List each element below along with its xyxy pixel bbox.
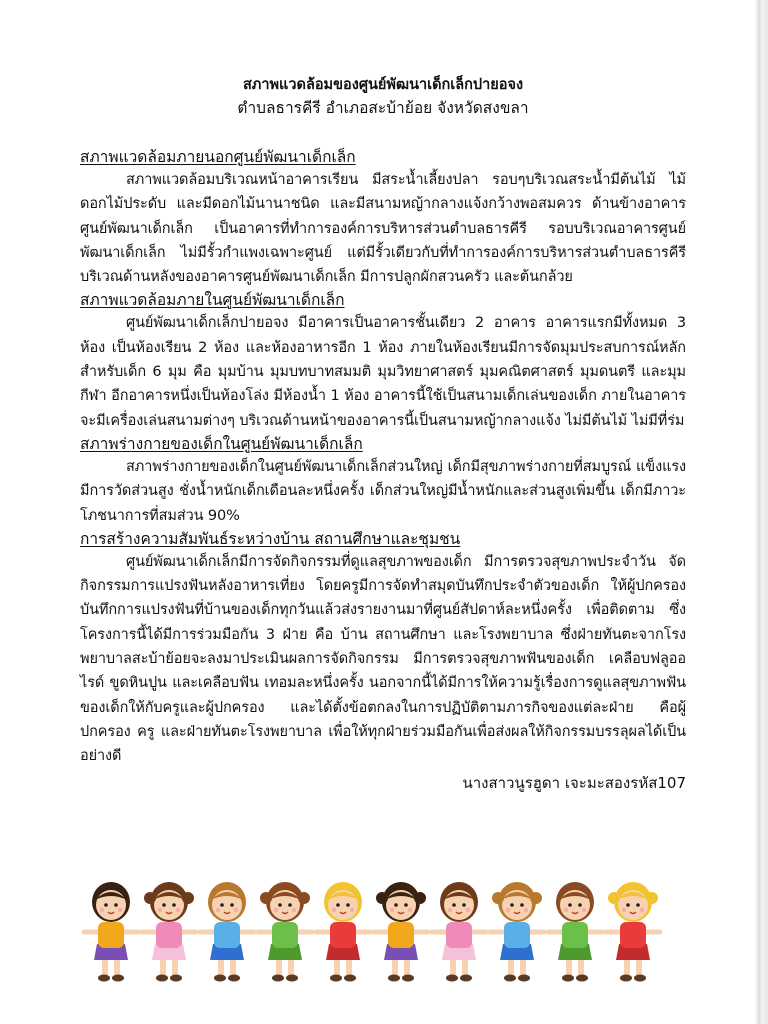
section-heading: สภาพร่างกายของเด็กในศูนย์พัฒนาเด็กเล็ก [80, 434, 363, 453]
document-title: สภาพแวดล้อมของศูนย์พัฒนาเด็กเล็กปายอจง [242, 77, 524, 93]
page-edge [758, 0, 768, 1024]
child-figure [374, 882, 428, 982]
section-heading: สภาพแวดล้อมภายในศูนย์พัฒนาเด็กเล็ก [80, 291, 345, 310]
section-inside-environment [80, 289, 686, 432]
section-heading: การสร้างความสัมพันธ์ระหว่างบ้าน สถานศึกษาและชุมชน [80, 529, 461, 548]
section-body: ศูนย์พัฒนาเด็กเล็กปายอจง มีอาคารเป็นอาคารชั้นเดียว 2 อาคาร อาคารแรกมีทั้งหมด 3 ห้อง เป็นห้องเรียน 2 ห้อง และห้องอาหารอีก 1 ห้อง ภายในห้องเรียนมีการจัดมุมประสบการณ์หลักสำหรับเด็ก 6 มุม คือ มุมบ้าน มุมบทบาทสมมติ มุมวิทยาศาสตร์ มุมคณิตศาสตร์ มุมดนตรี และมุมกีฬา อีกอาคารหนึ่งเป็นห้องโล่ง มีห้องน้ำ 1 ห้อง อาคารนี้ใช้เป็นสนามเด็กเล่นของเด็ก ภายในอาคารจะมีเครื่องเล่นสนามต่างๆ บริเวณด้านหน้าของอาคารนี้เป็นสนามหญ้ากลางแจ้ง ไม่มีต้นไม้ ไม่มีที่ร่ม [80, 315, 686, 429]
child-figure [142, 882, 196, 982]
child-figure [316, 882, 370, 982]
document [80, 74, 686, 795]
section-community-relations [80, 528, 686, 769]
child-figure [84, 882, 138, 982]
section-outside-environment [80, 146, 686, 289]
section-children-physical [80, 433, 686, 528]
children-holding-hands-icon [82, 874, 662, 986]
section-heading: สภาพแวดล้อมภายนอกศูนย์พัฒนาเด็กเล็ก [80, 148, 356, 166]
child-figure [606, 882, 660, 982]
child-figure [548, 882, 602, 982]
signature: นางสาวนูรฮูดา เจะมะสองรหัส107 [462, 773, 686, 792]
child-figure [490, 882, 544, 982]
section-body: สภาพร่างกายของเด็กในศูนย์พัฒนาเด็กเล็กส่วนใหญ่ เด็กมีสุขภาพร่างกายที่สมบูรณ์ แข็งแรง มีการวัดส่วนสูง ชั่งน้ำหนักเด็กเดือนละหนึ่งครั้ง เด็กส่วนใหญ่มีน้ำหนักและส่วนสูงเพิ่มขึ้น เด็กมีภาวะโภชนาการที่สมส่วน 90% [80, 458, 686, 524]
document-subtitle: ตำบลธารคีรี อำเภอสะบ้าย้อย จังหวัดสงขลา [237, 99, 529, 117]
child-figure [200, 882, 254, 982]
child-figure [432, 882, 486, 982]
child-figure [258, 882, 312, 982]
section-body: สภาพแวดล้อมบริเวณหน้าอาคารเรียน มีสระน้ำเลี้ยงปลา รอบๆบริเวณสระน้ำมีต้นไม้ ไม้ดอกไม้ประดับ และมีดอกไม้นานาชนิด และมีสนามหญ้ากลางแจ้งกว้างพอสมควร ด้านข้างอาคารศูนย์พัฒนาเด็กเล็ก เป็นอาคารที่ทำการองค์การบริหารส่วนตำบลธารคีรี รอบบริเวณอาคารศูนย์พัฒนาเด็กเล็ก ไม่มีรั้วกำแพงเฉพาะศูนย์ แต่มีรั้วเดียวกับที่ทำการองค์การบริหารส่วนตำบลธารคีรี บริเวณด้านหลังของอาคารศูนย์พัฒนาเด็กเล็ก มีการปลูกผักสวนครัว และต้นกล้วย [80, 172, 686, 286]
section-body: ศูนย์พัฒนาเด็กเล็กมีการจัดกิจกรรมที่ดูแลสุขภาพของเด็ก มีการตรวจสุขภาพประจำวัน จัดกิจกรรมการแปรงฟันหลังอาหารเที่ยง โดยครูมีการจัดทำสมุดบันทึกประจำตัวของเด็ก ให้ผู้ปกครองบันทึกการแปรงฟันที่บ้านของเด็กทุกวันแล้วส่งรายงานมาที่ศูนย์สัปดาห์ละหนึ่งครั้ง เพื่อติดตาม ซึ่งโครงการนี้ได้มีการร่วมมือกัน 3 ฝ่าย คือ บ้าน สถานศึกษา และโรงพยาบาล ซึ่งฝ่ายทันตะจากโรงพยาบาลสะบ้าย้อยจะลงมาประเมินผลการจัดกิจกรรม มีการตรวจสุขภาพฟันของเด็ก เคลือบฟลูออไรด์ ขูดหินปูน และเคลือบฟัน เทอมละหนึ่งครั้ง นอกจากนี้ได้มีการให้ความรู้เรื่องการดูแลสุขภาพฟันของเด็กให้กับครูและผู้ปกครอง และได้ตั้งข้อตกลงในการปฏิบัติตามภารกิจของแต่ละฝ่าย คือผู้ปกครอง ครู และฝ่ายทันตะโรงพยาบาล เพื่อให้ทุกฝ่ายร่วมมือกันเพื่อส่งผลให้กิจกรรมบรรลุผลได้เป็นอย่างดี [80, 553, 686, 765]
